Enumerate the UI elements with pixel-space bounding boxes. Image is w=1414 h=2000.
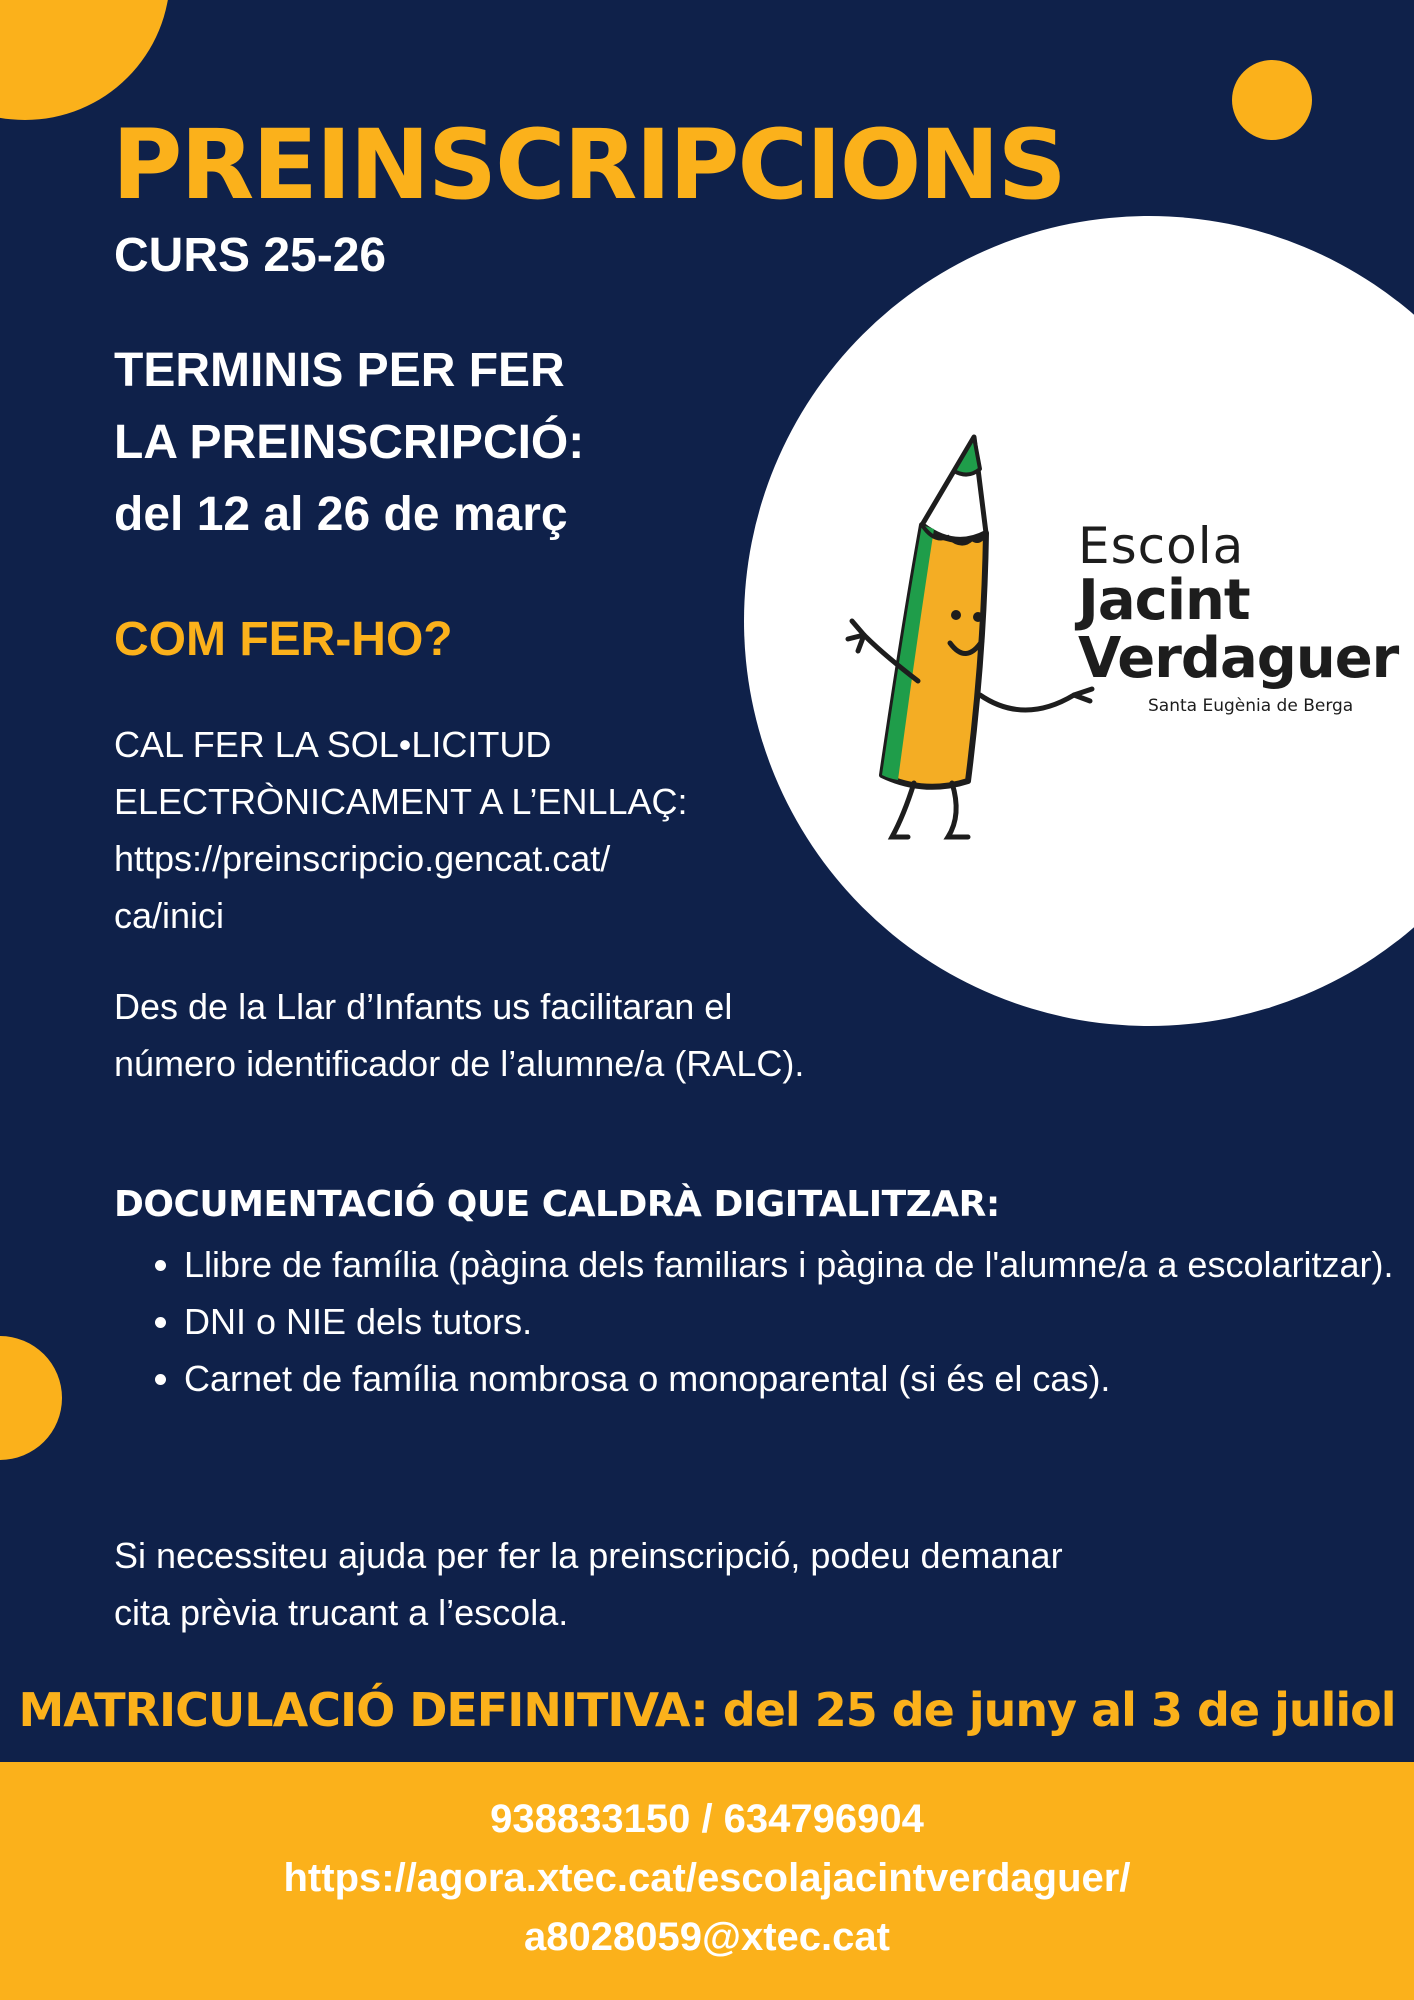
llar-info (114, 978, 994, 1092)
deadlines-dates: del 12 al 26 de març (114, 488, 568, 541)
preinscription-link-line2[interactable]: ca/inici (114, 895, 225, 936)
contact-footer (0, 1762, 1414, 2000)
llar-line2: número identificador de l’alumne/a (RALC). (114, 1043, 805, 1084)
documentation-item: • Carnet de família nombrosa o monoparental (si és el cas). (184, 1350, 1404, 1407)
contact-phones[interactable]: 938833150 / 634796904 (490, 1797, 924, 1841)
documentation-list (114, 1236, 1404, 1407)
deadlines-line2: LA PREINSCRIPCIÓ: (114, 416, 585, 469)
logo-escola: Escola (1078, 517, 1245, 575)
logo-name-line2: Verdaguer (1078, 626, 1399, 691)
logo-town: Santa Eugènia de Berga (1148, 696, 1354, 716)
how-line1: CAL FER LA SOL•LICITUD (114, 724, 552, 765)
help-line2: cita prèvia trucant a l’escola. (114, 1592, 569, 1633)
school-logo (1078, 517, 1399, 716)
help-line1: Si necessiteu ajuda per fer la preinscripció, podeu demanar (114, 1535, 1063, 1576)
how-line2: ELECTRÒNICAMENT A L’ENLLAÇ: (114, 781, 688, 822)
enrollment-dates: MATRICULACIÓ DEFINITIVA: del 25 de juny al 3 de juliol (18, 1683, 1396, 1737)
llar-line1: Des de la Llar d’Infants us facilitaran el (114, 986, 733, 1027)
documentation-item: • DNI o NIE dels tutors. (184, 1293, 1404, 1350)
documentation-heading: DOCUMENTACIÓ QUE CALDRÀ DIGITALITZAR: (114, 1184, 1000, 1225)
logo-name-line1: Jacint (1078, 568, 1250, 633)
preinscription-link-line1[interactable]: https://preinscripcio.gencat.cat/ (114, 838, 611, 879)
how-heading: COM FER-HO? (114, 613, 453, 666)
contact-email-link[interactable]: a8028059@xtec.cat (524, 1915, 890, 1959)
decorative-circle-top-right (1232, 60, 1312, 140)
deadlines-line1: TERMINIS PER FER (114, 344, 565, 397)
page-title: PREINSCRIPCIONS (112, 109, 1065, 221)
documentation-item: • Llibre de família (pàgina dels familiars i pàgina de l'alumne/a a escolaritzar). (184, 1236, 1404, 1293)
decorative-circle-top-left (0, 0, 170, 120)
decorative-circle-left (0, 1336, 62, 1460)
course-label: CURS 25-26 (114, 229, 387, 282)
pencil-mascot-icon (844, 425, 1104, 855)
how-instructions (114, 716, 774, 944)
deadlines-block (114, 335, 754, 551)
contact-website-link[interactable]: https://agora.xtec.cat/escolajacintverdaguer/ (283, 1856, 1131, 1900)
help-info (114, 1527, 1314, 1641)
